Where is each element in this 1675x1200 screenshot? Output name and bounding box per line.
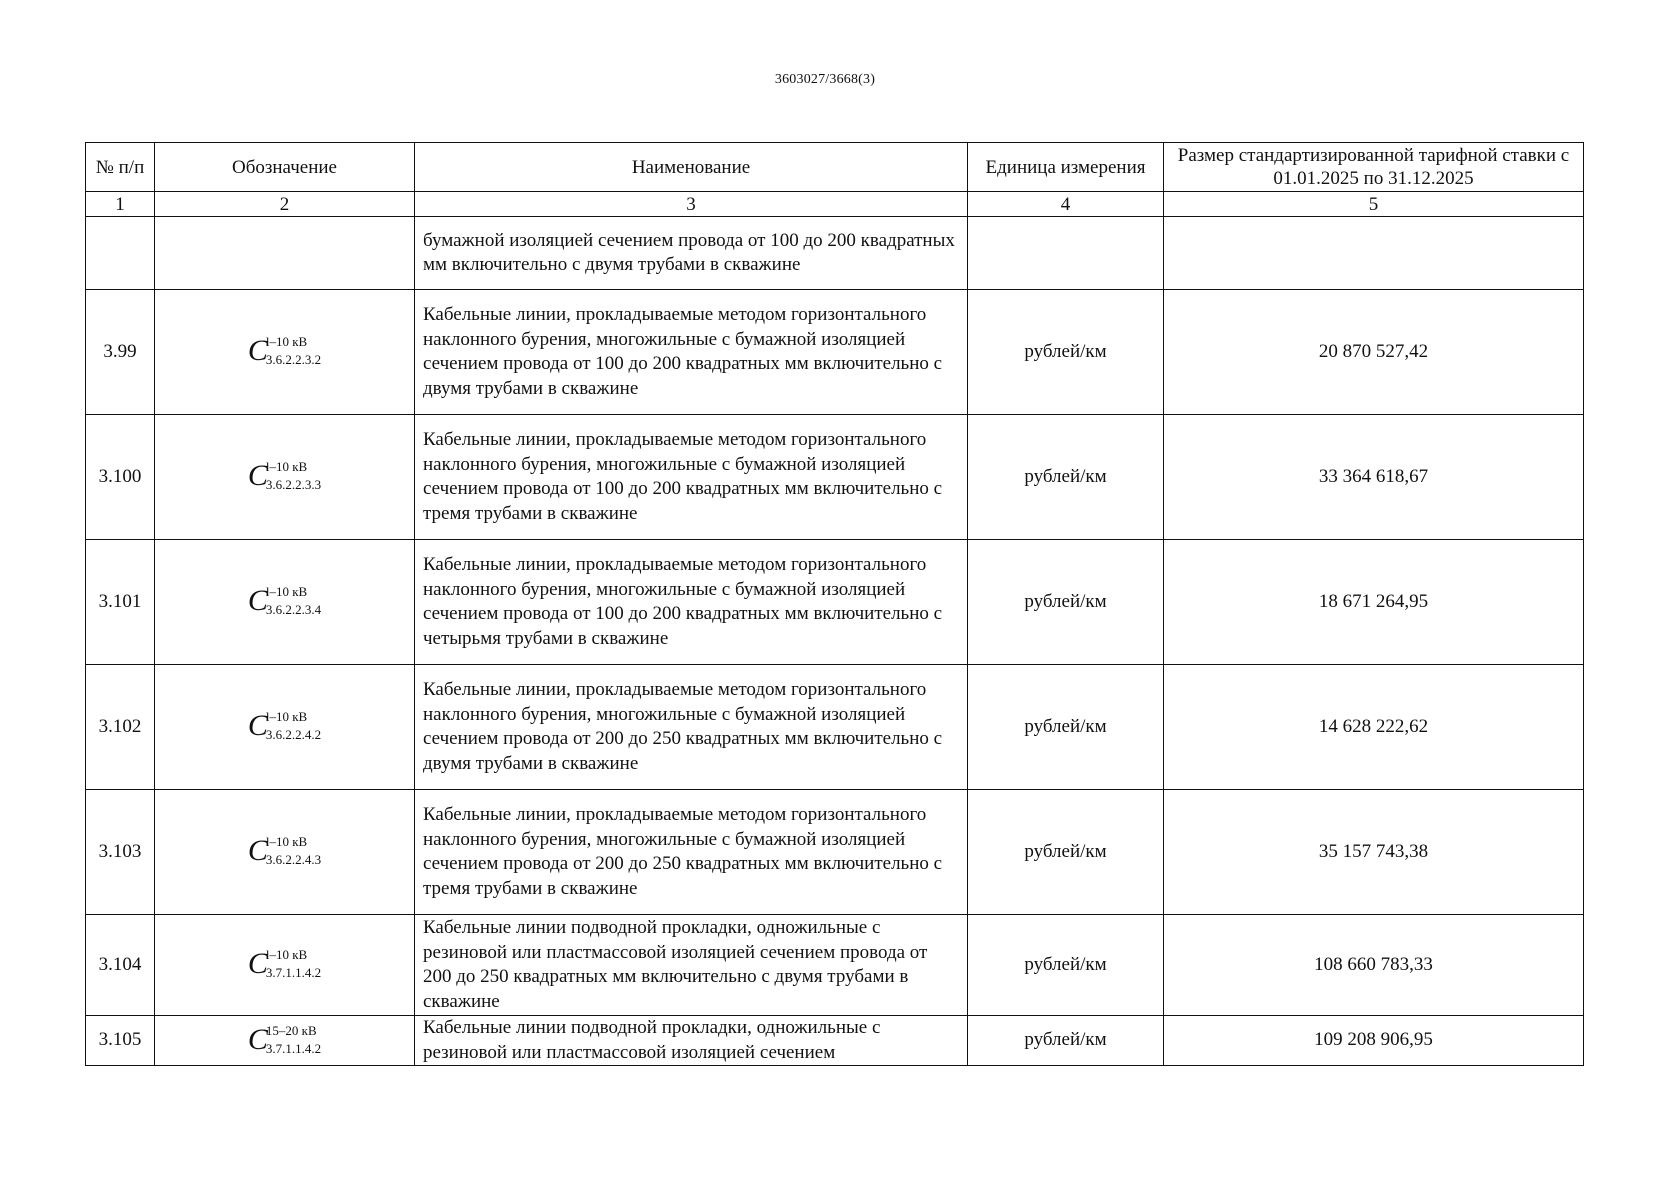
header-unit: Единица измерения	[968, 143, 1164, 192]
row-unit: рублей/км	[968, 540, 1164, 665]
row-value-cell	[1164, 217, 1584, 290]
row-num: 3.101	[86, 540, 155, 665]
row-name: Кабельные линии подводной прокладки, одножильные с резиновой или пластмассовой изоляцией сечением	[415, 1016, 968, 1066]
row-unit: рублей/км	[968, 915, 1164, 1016]
row-num: 3.99	[86, 290, 155, 415]
row-name: Кабельные линии подводной прокладки, одножильные с резиновой или пластмассовой изоляцией сечением провода от 200 до 250 квадратных мм включительно с двумя трубами в скважине	[415, 915, 968, 1016]
document-number: 3603027/3668(3)	[774, 72, 876, 87]
table-row	[86, 915, 1584, 1016]
row-value: 108 660 783,33	[1164, 915, 1584, 1016]
row-num: 3.103	[86, 790, 155, 915]
header-num: № п/п	[86, 143, 155, 192]
header-name: Наименование	[415, 143, 968, 192]
row-num: 3.104	[86, 915, 155, 1016]
continuation-row	[86, 217, 1584, 290]
tariff-table	[85, 142, 1584, 1066]
row-value: 33 364 618,67	[1164, 415, 1584, 540]
column-number-row	[86, 192, 1584, 217]
row-symbol: C l–10 кВ 3.6.2.2.4.2	[155, 665, 415, 790]
row-name: бумажной изоляцией сечением провода от 100 до 200 квадратных мм включительно с двумя трубами в скважине	[415, 217, 968, 290]
row-unit: рублей/км	[968, 790, 1164, 915]
row-name: Кабельные линии, прокладываемые методом горизонтального наклонного бурения, многожильные с бумажной изоляцией сечением провода от 200 до 250 квадратных мм включительно с двумя трубами в скважине	[415, 665, 968, 790]
row-name: Кабельные линии, прокладываемые методом горизонтального наклонного бурения, многожильные с бумажной изоляцией сечением провода от 100 до 200 квадратных мм включительно с тремя трубами в скважине	[415, 415, 968, 540]
row-unit-cell	[968, 217, 1164, 290]
row-num: 3.105	[86, 1016, 155, 1066]
header-code: Обозначение	[155, 143, 415, 192]
row-num: 3.100	[86, 415, 155, 540]
header-row	[86, 143, 1584, 192]
row-symbol: C l–10 кВ 3.6.2.2.4.3	[155, 790, 415, 915]
row-name: Кабельные линии, прокладываемые методом горизонтального наклонного бурения, многожильные с бумажной изоляцией сечением провода от 200 до 250 квадратных мм включительно с тремя трубами в скважине	[415, 790, 968, 915]
row-value: 14 628 222,62	[1164, 665, 1584, 790]
row-code-cell	[155, 217, 415, 290]
column-number: 2	[155, 192, 415, 217]
table-row	[86, 665, 1584, 790]
header-value: Размер стандартизированной тарифной ставки с 01.01.2025 по 31.12.2025	[1164, 143, 1584, 192]
row-unit: рублей/км	[968, 1016, 1164, 1066]
row-value: 18 671 264,95	[1164, 540, 1584, 665]
row-symbol: C l–10 кВ 3.6.2.2.3.4	[155, 540, 415, 665]
table-row	[86, 290, 1584, 415]
row-symbol: C l–10 кВ 3.6.2.2.3.2	[155, 290, 415, 415]
row-unit: рублей/км	[968, 415, 1164, 540]
row-name: Кабельные линии, прокладываемые методом горизонтального наклонного бурения, многожильные с бумажной изоляцией сечением провода от 100 до 200 квадратных мм включительно с четырьмя трубами в скважине	[415, 540, 968, 665]
row-value: 20 870 527,42	[1164, 290, 1584, 415]
row-num-cell	[86, 217, 155, 290]
table-row	[86, 790, 1584, 915]
row-unit: рублей/км	[968, 290, 1164, 415]
column-number: 4	[968, 192, 1164, 217]
table-row	[86, 415, 1584, 540]
row-value: 35 157 743,38	[1164, 790, 1584, 915]
row-symbol: C 15–20 кВ 3.7.1.1.4.2	[155, 1016, 415, 1066]
table-row	[86, 1016, 1584, 1066]
row-name: Кабельные линии, прокладываемые методом горизонтального наклонного бурения, многожильные с бумажной изоляцией сечением провода от 100 до 200 квадратных мм включительно с двумя трубами в скважине	[415, 290, 968, 415]
column-number: 3	[415, 192, 968, 217]
row-num: 3.102	[86, 665, 155, 790]
column-number: 1	[86, 192, 155, 217]
row-symbol: C l–10 кВ 3.6.2.2.3.3	[155, 415, 415, 540]
row-symbol: C l–10 кВ 3.7.1.1.4.2	[155, 915, 415, 1016]
column-number: 5	[1164, 192, 1584, 217]
row-value: 109 208 906,95	[1164, 1016, 1584, 1066]
table-row	[86, 540, 1584, 665]
row-unit: рублей/км	[968, 665, 1164, 790]
